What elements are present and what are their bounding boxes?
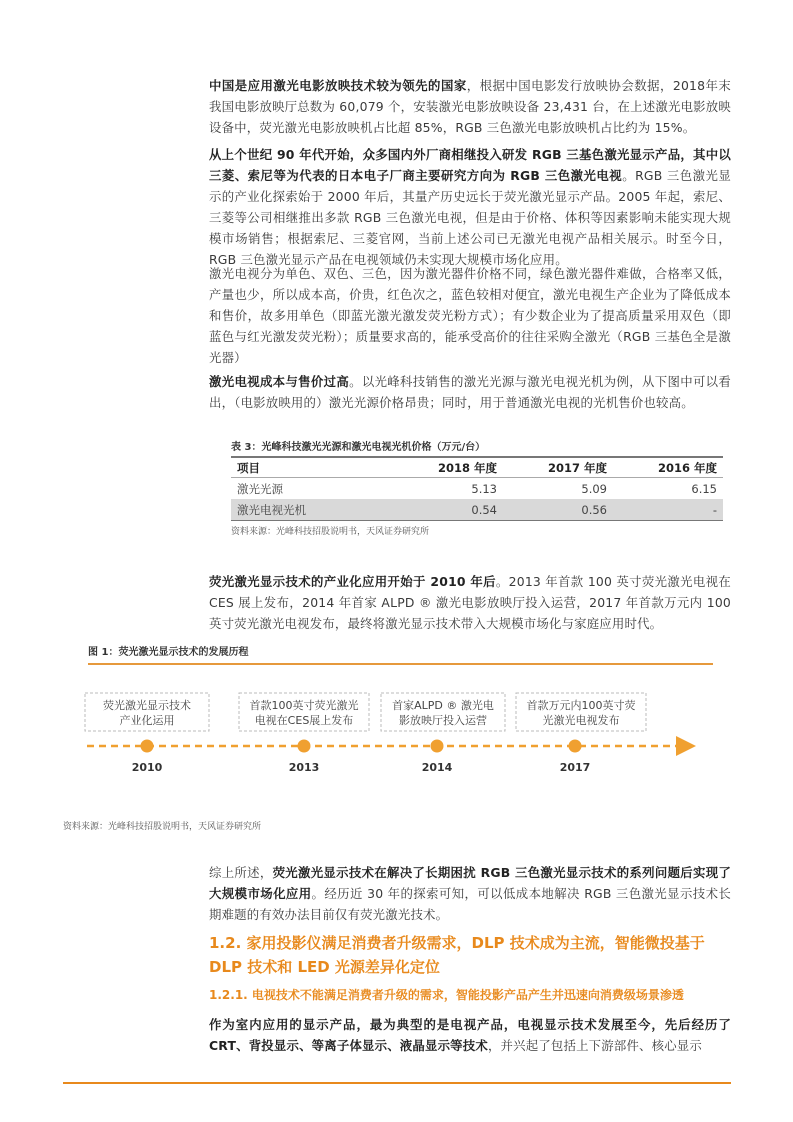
timeline-event-2017: [516, 693, 646, 774]
paragraph-1-lead: 中国是应用激光电影放映技术较为领先的国家: [209, 78, 467, 93]
event-year: 2014: [421, 761, 453, 774]
timeline-figure: [63, 680, 713, 790]
section-heading-1-2: 1.2. 家用投影仪满足消费者升级需求，DLP 技术成为主流，智能微投基于 DLP 技术和 LED 光源差异化定位: [209, 934, 705, 976]
paragraph-2: [209, 144, 731, 270]
table-header-row: [231, 457, 723, 478]
table-cell: 5.13: [471, 481, 497, 496]
paragraph-5: [209, 571, 731, 634]
paragraph-3: 激光电视分为单色、双色、三色，因为激光器件价格不同，绿色激光器件难做，合格率又低，产量也少，所以成本高，价贵，红色次之，蓝色较相对便宜，激光电视生产企业为了降低成本和售价，故多用单色（即蓝光激光激发荧光粉方式）；有少数企业为了提高质量采用双色（即蓝色与红光激发荧光粉）；质量要求高的，能承受高价的往往采购全激光（RGB 三基色全是激光器）: [209, 266, 731, 365]
timeline-dot: [431, 740, 444, 753]
table-cell: 激光光源: [237, 481, 283, 496]
table-row: [231, 499, 723, 521]
table-cell: 5.09: [581, 481, 607, 496]
event-year: 2013: [288, 761, 320, 774]
timeline-dot: [298, 740, 311, 753]
footer-rule: [63, 1082, 731, 1084]
paragraph-4: [209, 371, 731, 413]
timeline-event-2013: [239, 693, 369, 774]
paragraph-6-lead: 荧光激光显示技术在解决了长期困扰 RGB 三色激光显示技术的系列问题后实现了大规模市场化应用: [209, 865, 732, 901]
table-source: 资料来源：光峰科技招股说明书，天风证券研究所: [231, 527, 430, 537]
table-cell: -: [712, 502, 717, 517]
table-cell: 激光电视光机: [237, 502, 306, 517]
paragraph-4-lead: 激光电视成本与售价过高: [209, 374, 350, 389]
event-text-line: 产业化运用: [119, 714, 175, 727]
figure-title: 图 1：荧光激光显示技术的发展历程: [88, 643, 713, 665]
table-row: [231, 478, 723, 500]
paragraph-2-lead: 从上个世纪 90 年代开始，众多国内外厂商相继投入研发 RGB 三基色激光显示产品，其中以三菱、索尼等为代表的日本电子厂商主要研究方向为 RGB 三色激光电视: [209, 147, 731, 183]
table-cell: 6.15: [691, 481, 717, 496]
paragraph-4-body: 。以光峰科技销售的激光光源与激光电视光机为例，从下图中可以看出，（电影放映用的）激光光源价格昂贵；同时，用于普通激光电视的光机售价也较高。: [209, 374, 732, 410]
paragraph-6-pre: 综上所述，: [209, 865, 273, 880]
event-text-line: 荧光激光显示技术: [103, 699, 191, 712]
table-header-2016: 2016 年度: [657, 460, 717, 475]
paragraph-2-body: 。RGB 三色激光显示的产业化探索始于 2000 年后，其量产历史远长于荧光激光显示产品。2005 年起，索尼、三菱等公司相继推出多款 RGB 三色激光电视，但是由于价格、体积等因素影响未能实现大规模市场销售；根据索尼、三菱官网，当前上述公司已无激光电视产品相关展示。时至今日，RGB 三色激光显示产品在电视领域仍未实现大规模市场化应用。: [209, 168, 731, 267]
paragraph-1: [209, 75, 731, 138]
paragraph-7-body: ，并兴起了包括上下游部件、核心显示: [487, 1038, 702, 1053]
event-text-line: 影放映厅投入运营: [399, 714, 487, 727]
table-cell: 0.54: [471, 502, 497, 517]
paragraph-7: [209, 1014, 731, 1056]
paragraph-5-body: 。2013 年首款 100 英寸荧光激光电视在 CES 展上发布，2014 年首家 ALPD ® 激光电影放映厅投入运营，2017 年首款万元内 100 英寸荧光激光电视发布，最终将激光显示技术带入大规模市场化与家庭应用时代。: [209, 574, 731, 631]
table-cell: 0.56: [581, 502, 607, 517]
timeline-event-2014: [381, 693, 505, 774]
event-text-line: 首款万元内100英寸荧: [526, 699, 636, 712]
event-text-line: 电视在CES展上发布: [254, 714, 354, 727]
event-year: 2017: [559, 761, 591, 774]
subsection-heading-1-2-1: 1.2.1. 电视技术不能满足消费者升级的需求，智能投影产品产生并迅速向消费级场景渗透: [209, 988, 684, 1002]
figure-source: 资料来源：光峰科技招股说明书，天风证券研究所: [63, 822, 262, 832]
paragraph-7-lead: 作为室内应用的显示产品，最为典型的是电视产品，电视显示技术发展至今，先后经历了CRT、背投显示、等离子体显示、液晶显示等技术: [209, 1017, 731, 1053]
paragraph-6: [209, 862, 731, 925]
table-header-item: 项目: [237, 460, 260, 475]
price-table: [231, 456, 723, 521]
timeline-event-2010: [85, 693, 209, 774]
paragraph-5-lead: 荧光激光显示技术的产业化应用开始于 2010 年后: [209, 574, 496, 589]
event-text-line: 光激光电视发布: [542, 714, 620, 727]
table-header-2018: 2018 年度: [437, 460, 497, 475]
table-title: 表 3：光峰科技激光光源和激光电视光机价格（万元/台）: [231, 442, 486, 453]
paragraph-1-body: ，根据中国电影发行放映协会数据，2018年末我国电影放映厅总数为 60,079 个，安装激光电影放映设备 23,431 台，在上述激光电影放映设备中，荧光激光电影放映机占比超 85%，RGB 三色激光电影放映机占比约为 15%。: [209, 78, 731, 135]
table-header-2017: 2017 年度: [547, 460, 607, 475]
event-year: 2010: [131, 761, 163, 774]
event-text-line: 首家ALPD ® 激光电: [392, 699, 494, 712]
timeline-dot: [141, 740, 154, 753]
event-text-line: 首款100英寸荧光激光: [249, 699, 359, 712]
paragraph-6-body: 。经历近 30 年的探索可知，可以低成本地解决 RGB 三色激光显示技术长期难题的有效办法目前仅有荧光激光技术。: [209, 886, 731, 922]
timeline-dot: [569, 740, 582, 753]
